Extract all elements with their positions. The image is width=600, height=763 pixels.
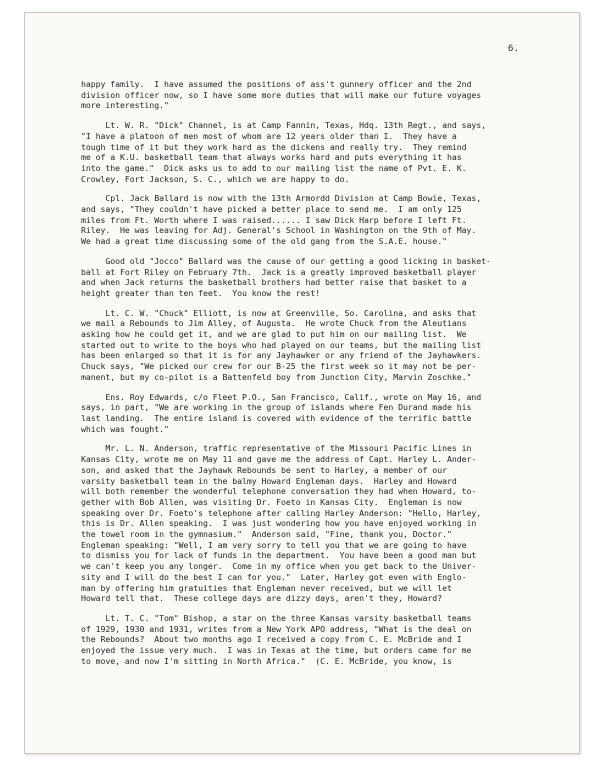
paragraph: Cpl. Jack Ballard is now with the 13th Armordd Division at Camp Bowie, Texas, and says, "They couldn't have picked a better place to send me. I am only 125 miles from Ft. Worth where I was raised...... I saw Dick Harp before I left Ft. Riley. He was leaving for Adj. General's School in Washington on the 9th of May. We had a great time discussing some of the old gang from the S.A.E. house." — [81, 193, 482, 247]
paragraph: Ens. Roy Edwards, c/o Fleet P.O., San Francisco, Calif., wrote on May 16, and says, in part, "We are working in the group of islands where Fen Durand made his last landing. The entire island is covered with evidence of the terrific battle which was fought." — [81, 391, 482, 434]
document-body — [81, 79, 551, 675]
paragraph: happy family. I have assumed the positions of ass't gunnery officer and the 2nd division officer now, so I have some more duties that will make our future voyages more interesting." — [81, 79, 482, 111]
paragraph: Good old "Jocco" Ballard was the cause of our getting a good licking in basket- ball at Fort Riley on February 7th. Jack is a greatly improved basketball player and when Jack returns the basketball brothers had better raise that basket to a height greater than ten feet. You know the rest! — [81, 255, 491, 298]
paragraph: Lt. C. W. "Chuck" Elliott, is now at Greenville, So. Carolina, and asks that we mail a Rebounds to Jim Alley, of Augusta. He wrote Chuck from the Aleutians asking how he could get it, and we are glad to put him on our mailing list. We started out to write to the boys who had played on our teams, but the mailing list has been enlarged so that it is for any Jayhawker or any friend of the Jayhawkers. Chuck says, "We picked our crew for our B-25 the first week so it may not be per- manent, but my co-pilot is a Battenfeld boy from Junction City, Marvin Zoschke." — [81, 307, 482, 382]
paragraph: Lt. T. C. "Tom" Bishop, a star on the three Kansas varsity basketball teams of 1929, 1930 and 1931, writes from a New York APO address, "What is the deal on the Rebounds? About two months ago I received a copy from C. E. McBride and I enjoyed the issue very much. I was in Texas at the time, but orders came for me to move, and now I'm sitting in North Africa." (C. E. McBride, you know, is — [81, 612, 472, 666]
paragraph: Mr. L. N. Anderson, traffic representative of the Missouri Pacific Lines in Kansas City, wrote me on May 11 and gave me the address of Capt. Harley L. Ander- son, and asked that the Jayhawk Rebounds be sent to Harley, a member of our varsity basketball team in the balmy Howard Engleman days. Harley and Howard will both remember the wonderful telephone conversation they had when Howard, to- gether with Bob Allen, was visiting Dr. Foeto in Kansas City. Engleman is now speaking over Dr. Foeto's telephone after calling Harley Anderson: "Hello, Harley, this is Dr. Allen speaking. I was just wondering how you have enjoyed working in the towel room in the gymnasium." Anderson said, "Fine, thank you, Doctor." Engleman speaking: "Well, I am very sorry to tell you that we are going to have to dismiss you for lack of funds in the department. You have been a good man but we can't keep you any longer. Come in my office when you get back to the Univer- sity and I will do the best I can for you." Later, Harley got even with Englo- man by offering him gratuities that Engleman never received, but we will let Howard tell that. These college days are dizzy days, aren't they, Howard? — [81, 443, 482, 604]
page-number: 6. — [507, 43, 519, 54]
document-page — [24, 12, 580, 754]
paragraph: Lt. W. R. "Dick" Channel, is at Camp Fannin, Texas, Hdq. 13th Regt., and says, "I have a platoon of men most of whom are 12 years older than I. They have a tough time of it but they work hard as the dickens and really try. They remind me of a K.U. basketball team that always works hard and puts everything it has into the game." Dick asks us to add to our mailing list the name of Pvt. E. K. Crowley, Fort Jackson, S. C., which we are happy to do. — [81, 120, 486, 184]
